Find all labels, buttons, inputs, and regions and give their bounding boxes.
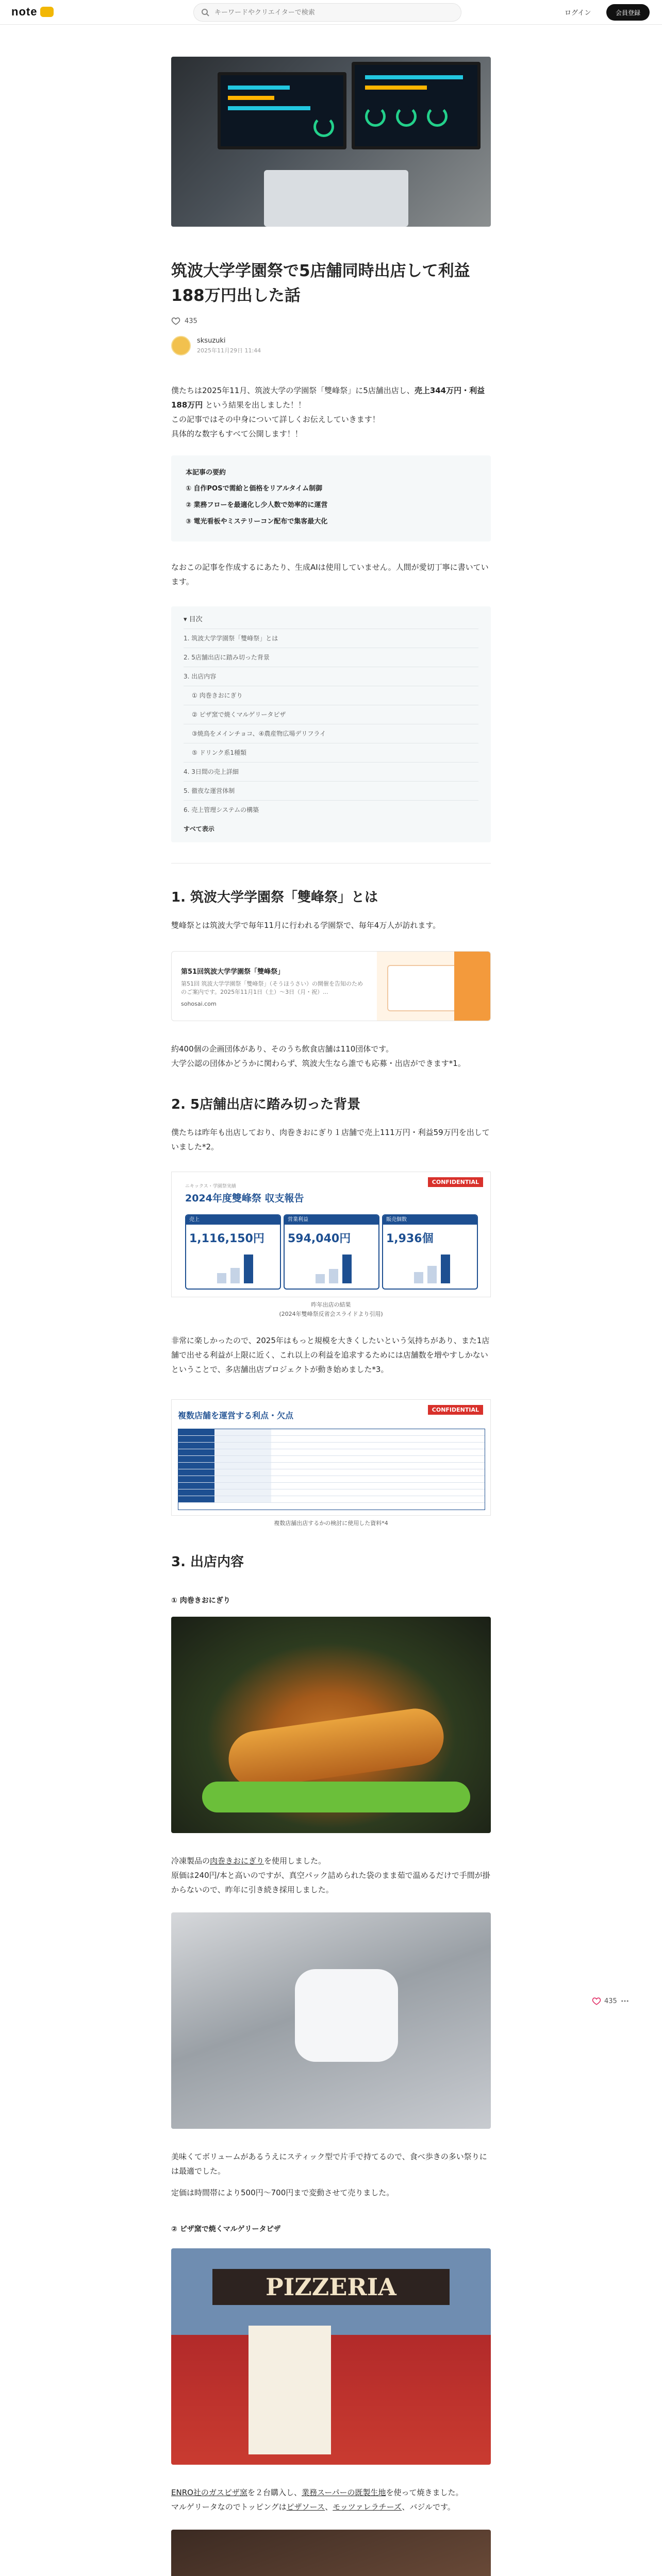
- link-card-title: 第51回筑波大学学園祭「雙峰祭」: [181, 968, 285, 976]
- search-bar[interactable]: [193, 3, 461, 22]
- stall-banner: [249, 2326, 331, 2454]
- signup-button[interactable]: 会員登録: [606, 4, 650, 21]
- pizza-body-2: [171, 2500, 491, 2514]
- caption-line-2: (2024年雙峰祭反省会スライドより引用): [279, 1311, 383, 1317]
- dough-link[interactable]: 業務スーパーの既製生地: [301, 2488, 386, 2497]
- confidential-badge: CONFIDENTIAL: [428, 1177, 483, 1187]
- dashboard-monitor-left: [218, 72, 346, 149]
- pizzeria-stall-photo: [171, 2248, 491, 2465]
- author-block[interactable]: [171, 336, 491, 355]
- section-1-body: 雙峰祭とは筑波大学で毎年11月に行われる学園祭で、毎年4万人が訪れます。: [171, 921, 441, 930]
- pizza-text-d: を使って焼きました。: [386, 2488, 464, 2497]
- report-caption: [171, 1300, 491, 1319]
- kpi-value: 594,040円: [288, 1232, 351, 1245]
- section-1-heading: 1. 筑波大学学園祭「雙峰祭」とは: [171, 890, 378, 905]
- report-slide: [171, 1172, 491, 1297]
- intro-highlight: 売上344万円・利益188万円: [171, 386, 485, 410]
- link-card-thumbnail: [377, 952, 490, 1021]
- pizza-photo: [171, 2530, 491, 2576]
- like-row[interactable]: [171, 316, 491, 326]
- publish-date: 2025年11月29日 11:44: [197, 347, 261, 354]
- kpi-bars: [217, 1252, 253, 1283]
- kpi-label: 売上: [186, 1215, 280, 1225]
- kpi-bars: [414, 1252, 450, 1283]
- intro-paragraph-1: [171, 383, 491, 412]
- onigiri-stick: [225, 1705, 447, 1791]
- search-input[interactable]: [214, 9, 452, 16]
- mozzarella-link[interactable]: モッツァレラチーズ: [333, 2502, 402, 2512]
- section-1-body-2: 約400個の企画団体があり、そのうち飲食店舗は110団体です。: [171, 1044, 394, 1054]
- search-icon: [201, 8, 209, 16]
- lettuce: [202, 1782, 470, 1812]
- pizza-text-6c: 、: [325, 2502, 333, 2512]
- login-link[interactable]: ログイン: [565, 9, 591, 17]
- kpi-card: [382, 1214, 478, 1290]
- avatar[interactable]: [171, 336, 191, 355]
- summary-box: [171, 455, 491, 541]
- heart-icon[interactable]: [592, 1996, 601, 2006]
- onigiri-body-3: 美味くてボリュームがあるうえにスティック型で片手で持てるので、食べ歩きの多い祭りには最適でした。: [171, 2152, 487, 2176]
- link-card[interactable]: [171, 951, 491, 1021]
- table-slide-title: 複数店舗を運営する利点・欠点: [178, 1411, 294, 1420]
- like-count: 435: [185, 317, 197, 325]
- brand-badge-icon: [40, 7, 54, 17]
- section-2-heading: 2. 5店舗出店に踏み切った背景: [171, 1097, 361, 1112]
- heart-icon[interactable]: [171, 316, 180, 326]
- intro-paragraph-2: この記事ではその中身について詳しくお伝えしていきます！: [171, 415, 380, 424]
- article-title: 筑波大学学園祭で5店舗同時出店して利益188万円出した話: [171, 262, 470, 305]
- onigiri-body-2: 原価は240円/本と高いのですが、真空パック詰められた袋のまま茹で温めるだけで手間が掛からないので、昨年に引き続き採用しました。: [171, 1871, 490, 1894]
- kpi-card: [185, 1214, 281, 1290]
- toc-item[interactable]: 4. 3日間の売上詳細: [184, 762, 478, 781]
- note-logo[interactable]: [11, 5, 54, 19]
- onigiri-body-1: [171, 1854, 491, 1868]
- toc-item[interactable]: 6. 売上管理システムの構築: [184, 800, 478, 819]
- author-name[interactable]: sksuzuki: [197, 337, 226, 345]
- onigiri-text-a: 冷凍製品の: [171, 1856, 210, 1866]
- section-3-heading: 3. 出店内容: [171, 1554, 244, 1570]
- table-caption: 複数店舗出店するかの検討に使用した資料*4: [274, 1520, 388, 1527]
- kpi-value: 1,116,150円: [189, 1232, 264, 1245]
- onigiri-product-link[interactable]: 肉巻きおにぎり: [210, 1856, 264, 1866]
- link-card-text: [172, 952, 377, 1021]
- gloved-hands: [295, 1969, 398, 2062]
- more-menu-icon[interactable]: [620, 1996, 630, 2006]
- prep-photo: [171, 1912, 491, 2129]
- kpi-label: 販売個数: [383, 1215, 477, 1225]
- toc-heading-label: 目次: [189, 616, 203, 623]
- toc-item[interactable]: 1. 筑波大学学園祭「雙峰祭」とは: [184, 629, 478, 648]
- kpi-card: [284, 1214, 379, 1290]
- onigiri-body-4: 定価は時間帯により500円〜700円まで変動させて売りました。: [171, 2188, 394, 2197]
- hero-image: [171, 57, 491, 227]
- article-column: [171, 25, 491, 2576]
- thumbnail-accent: [454, 952, 490, 1021]
- dashboard-monitor-right: [352, 62, 481, 149]
- onigiri-text-c: を使用しました。: [264, 1856, 326, 1866]
- section-2-body: 僕たちは昨年も出店しており、肉巻きおにぎり１店舗で売上111万円・利益59万円を出していました*2。: [171, 1128, 490, 1151]
- intro-text: [171, 383, 491, 441]
- confidential-badge: CONFIDENTIAL: [428, 1405, 483, 1415]
- kpi-bars: [316, 1252, 352, 1283]
- link-card-description: 第51回 筑波大学学園祭「雙峰祭」（そうほうさい）の開催を告知のためのご案内です。2025年11月1日（土）～3日（月・祝）...: [181, 980, 363, 995]
- intro-paragraph-3: 具体的な数字もすべて公開します！！: [171, 429, 303, 438]
- pizza-sauce-link[interactable]: ピザソース: [286, 2502, 325, 2512]
- summary-item: ③ 電光看板やミステリーコン配布で集客最大化: [186, 518, 328, 526]
- report-subtitle: ニキックス・学園祭実績: [185, 1184, 236, 1189]
- intro-text-c: という結果を出しました！！: [203, 400, 306, 410]
- top-header: [0, 0, 662, 25]
- link-card-url: sohosai.com: [181, 1001, 217, 1007]
- toc-show-all-button[interactable]: すべて表示: [184, 825, 214, 833]
- report-title: 2024年度雙峰祭 収支報告: [185, 1193, 304, 1204]
- toc-item[interactable]: 2. 5店舗出店に踏み切った背景: [184, 648, 478, 667]
- pizza-text-6e: 、バジルです。: [402, 2502, 455, 2512]
- onigiri-photo: [171, 1617, 491, 1833]
- summary-item: ② 業務フローを最適化し少人数で効率的に運営: [186, 501, 328, 509]
- pizza-text-b: を２台購入し、: [247, 2488, 302, 2497]
- toc-item[interactable]: 3. 出店内容: [184, 667, 478, 686]
- summary-item: ① 自作POSで需給と価格をリアルタイム制御: [186, 485, 323, 493]
- kpi-value: 1,936個: [386, 1232, 434, 1245]
- intro-text-a: 僕たちは2025年11月、筑波大学の学園祭「雙峰祭」に5店舗出店し、: [171, 386, 415, 395]
- summary-title: 本記事の要約: [186, 469, 226, 477]
- ai-disclaimer: なおこの記事を作成するにあたり、生成AIは使用していません。人間が愛切丁寧に書いています。: [171, 563, 489, 586]
- comparison-table: [178, 1429, 485, 1510]
- section-1-body-3: 大学公認の団体かどうかに関わらず、筑波大生なら誰でも応募・出店ができます*1。: [171, 1059, 466, 1068]
- logo-text: note: [11, 5, 38, 18]
- table-of-contents: [171, 606, 491, 842]
- subsection-onigiri-heading: ① 肉巻きおにぎり: [171, 1597, 230, 1605]
- toc-item[interactable]: ② ピザ窯で焼くマルゲリータピザ: [184, 705, 478, 724]
- kpi-label: 営業利益: [285, 1215, 378, 1225]
- toc-item[interactable]: ③焼鳥をメインチョコ、④農産物広場デリフライ: [184, 724, 478, 743]
- comparison-table-slide: [171, 1399, 491, 1516]
- caption-line-1: 昨年出店の結果: [311, 1301, 351, 1308]
- laptop: [264, 170, 408, 227]
- toc-heading[interactable]: ▾ 目次: [184, 616, 203, 623]
- subsection-pizza-heading: ② ピザ窯で焼くマルゲリータピザ: [171, 2225, 281, 2233]
- pizzeria-sign: PIZZERIA: [212, 2269, 450, 2305]
- floating-like-button[interactable]: [592, 1996, 630, 2006]
- floating-like-count: 435: [604, 1997, 617, 2005]
- toc-item[interactable]: ① 肉巻きおにぎり: [184, 686, 478, 705]
- pizza-oven-link[interactable]: ENRO社のガスピザ窯: [171, 2488, 247, 2497]
- toc-item[interactable]: ⑤ ドリンク系1種類: [184, 743, 478, 762]
- pizza-body-1: [171, 2485, 491, 2500]
- pizza-text-6a: マルゲリータなのでトッピングは: [171, 2502, 287, 2512]
- section-2-body-2: 非常に楽しかったので、2025年はもっと規模を大きくしたいという気持ちがあり、また1店舗で出せる利益が上限に近く、これ以上の利益を追求するためには店舗数を増やすしかないということで、多店舗出店プロジェクトが動き始めました*3。: [171, 1336, 490, 1374]
- toc-item[interactable]: 5. 徹夜な運営体制: [184, 781, 478, 800]
